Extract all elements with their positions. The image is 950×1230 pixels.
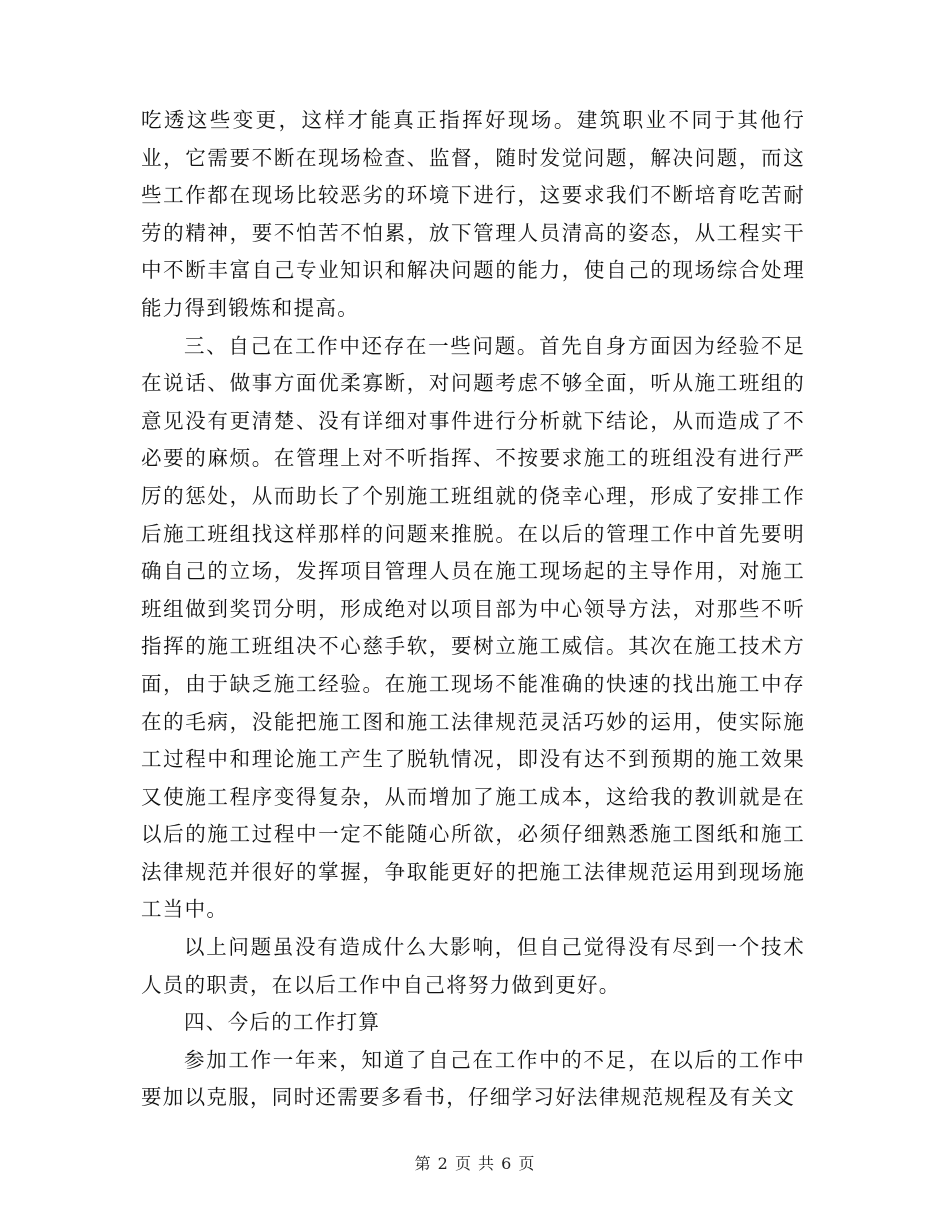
document-body — [141, 102, 805, 1117]
paragraph-future-plans: 参加工作一年来，知道了自己在工作中的不足，在以后的工作中要加以克服，同时还需要多看书，仔细学习好法律规范规程及有关文 — [141, 1047, 805, 1110]
paragraph-summary: 以上问题虽没有造成什么大影响，但自己觉得没有尽到一个技术人员的职责，在以后工作中自己将努力做到更好。 — [141, 935, 805, 997]
paragraph-continuation: 吃透这些变更，这样才能真正指挥好现场。建筑职业不同于其他行业，它需要不断在现场检查、监督，随时发觉问题，解决问题，而这些工作都在现场比较恶劣的环境下进行，这要求我们不断培育吃苦耐劳的精神，要不怕苦不怕累，放下管理人员清高的姿态，从工程实干中不断丰富自己专业知识和解决问题的能力，使自己的现场综合处理能力得到锻炼和提高。 — [141, 108, 805, 320]
page-footer: 第 2 页 共 6 页 — [414, 1154, 536, 1173]
section-heading-four: 四、今后的工作打算 — [184, 1010, 381, 1035]
paragraph-section-three: 三、自己在工作中还存在一些问题。首先自身方面因为经验不足在说话、做事方面优柔寡断，对问题考虑不够全面，听从施工班组的意见没有更清楚、没有详细对事件进行分析就下结论，从而造成了不必要的麻烦。在管理上对不听指挥、不按要求施工的班组没有进行严厉的惩处，从而助长了个别施工班组就的侥幸心理，形成了安排工作后施工班组找这样那样的问题来推脱。在以后的管理工作中首先要明确自己的立场，发挥项目管理人员在施工现场起的主导作用，对施工班组做到奖罚分明，形成绝对以项目部为中心领导方法，对那些不听指挥的施工班组决不心慈手软，要树立施工威信。其次在施工技术方面，由于缺乏施工经验。在施工现场不能准确的快速的找出施工中存在的毛病，没能把施工图和施工法律规范灵活巧妙的运用，使实际施工过程中和理论施工产生了脱轨情况，即没有达不到预期的施工效果又使施工程序变得复杂，从而增加了施工成本，这给我的教训就是在以后的施工过程中一定不能随心所欲，必须仔细熟悉施工图纸和施工法律规范并很好的掌握，争取能更好的把施工法律规范运用到现场施工当中。 — [141, 333, 805, 922]
